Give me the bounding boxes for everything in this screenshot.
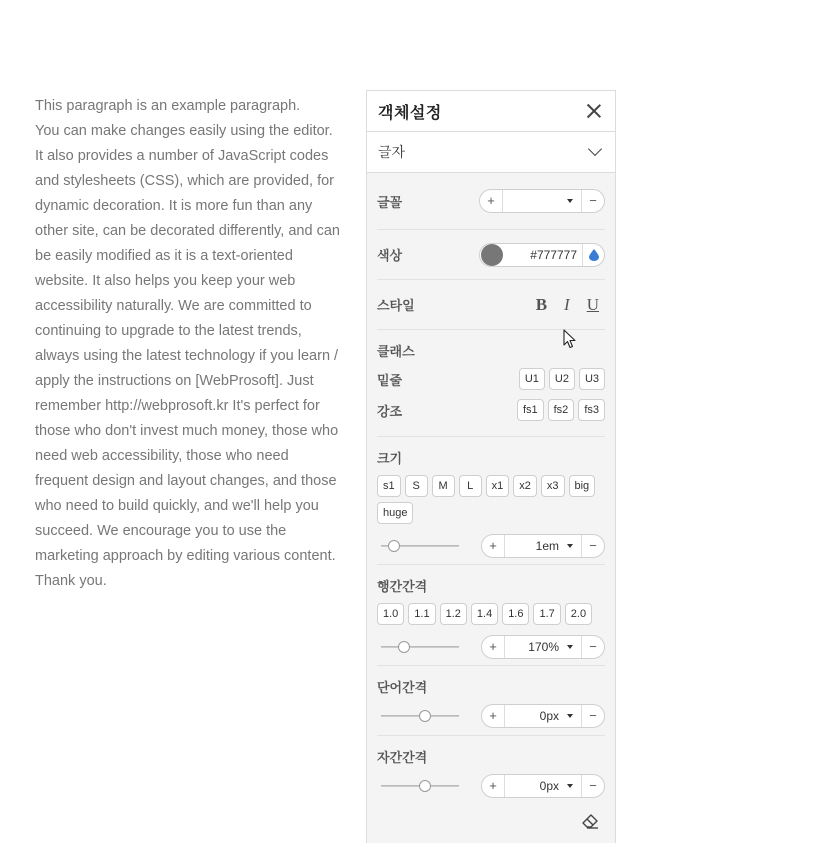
- paragraph-line: apply the instructions on [WebProsoft]. Just: [35, 373, 314, 389]
- caret-down-icon: [567, 784, 573, 788]
- paragraph-line: It also provides a number of JavaScript codes: [35, 148, 329, 164]
- word-spacing-section: [377, 666, 605, 736]
- letter-spacing-section: [377, 736, 605, 806]
- category-select[interactable]: [367, 132, 615, 173]
- size-section: [377, 437, 605, 565]
- paragraph-line: frequent design and layout changes, and those: [35, 473, 337, 489]
- size-chip-s1[interactable]: s1: [377, 475, 401, 497]
- style-section: [377, 280, 605, 330]
- paragraph-line: marketing approach by editing various content.: [35, 548, 336, 564]
- word-spacing-plus-button[interactable]: +: [489, 708, 497, 723]
- paragraph-line: other site, can be decorated differently, and can: [35, 223, 340, 239]
- size-chip-big[interactable]: big: [569, 475, 596, 497]
- paragraph-line: succeed. We encourage you to use the: [35, 523, 287, 539]
- color-control: [479, 243, 605, 267]
- font-select[interactable]: [502, 190, 582, 212]
- line-height-slider[interactable]: [381, 641, 459, 653]
- line-height-chip-1-1[interactable]: 1.1: [408, 603, 435, 625]
- size-control: [481, 534, 605, 558]
- size-chip-x1[interactable]: x1: [486, 475, 510, 497]
- underline-class-chip-u3[interactable]: U3: [579, 368, 605, 390]
- underline-class-options: [515, 368, 605, 390]
- word-spacing-select[interactable]: [504, 705, 582, 727]
- caret-down-icon: [567, 199, 573, 203]
- letter-spacing-slider[interactable]: [381, 780, 459, 792]
- dropper-icon[interactable]: [582, 244, 604, 266]
- paragraph-line: those who don't invest much money, those who: [35, 423, 339, 439]
- line-height-chip-1-0[interactable]: 1.0: [377, 603, 404, 625]
- underline-button[interactable]: U: [586, 294, 599, 314]
- size-label: 크기: [377, 451, 403, 466]
- paragraph-line: who need to build quickly, and we'll help you: [35, 498, 319, 514]
- size-chip-l[interactable]: L: [459, 475, 482, 497]
- paragraph-line: website. It also helps you keep your web: [35, 273, 296, 289]
- size-slider-knob[interactable]: [388, 540, 400, 552]
- emphasis-class-chip-fs1[interactable]: fs1: [517, 399, 544, 421]
- letter-spacing-slider-knob[interactable]: [419, 780, 431, 792]
- italic-button[interactable]: I: [564, 294, 570, 314]
- line-height-chip-1-4[interactable]: 1.4: [471, 603, 498, 625]
- line-height-section: [377, 565, 605, 666]
- caret-down-icon: [567, 645, 573, 649]
- paragraph-line: accessibility naturally. We are committed to: [35, 298, 312, 314]
- size-chip-s[interactable]: S: [405, 475, 428, 497]
- word-spacing-slider[interactable]: [381, 710, 459, 722]
- size-value: 1em: [535, 539, 559, 553]
- word-spacing-label: 단어간격: [377, 680, 428, 695]
- line-height-options: [377, 603, 605, 625]
- font-control: [479, 189, 605, 213]
- eraser-icon[interactable]: [582, 814, 599, 834]
- word-spacing-minus-button[interactable]: −: [589, 708, 597, 723]
- letter-spacing-minus-button[interactable]: −: [589, 778, 597, 793]
- line-height-minus-button[interactable]: −: [589, 639, 597, 654]
- line-height-chip-1-2[interactable]: 1.2: [440, 603, 467, 625]
- paragraph-line: need web accessibility, those who need: [35, 448, 289, 464]
- letter-spacing-label: 자간간격: [377, 750, 428, 765]
- letter-spacing-plus-button[interactable]: +: [489, 778, 497, 793]
- object-settings-panel: [366, 90, 616, 843]
- font-section: [377, 173, 605, 230]
- panel-title: 객체설정: [378, 104, 442, 122]
- size-chip-x2[interactable]: x2: [513, 475, 537, 497]
- class-label: 클래스: [377, 344, 415, 359]
- emphasis-class-chip-fs2[interactable]: fs2: [548, 399, 575, 421]
- line-height-chip-1-7[interactable]: 1.7: [533, 603, 560, 625]
- font-minus-button[interactable]: −: [589, 193, 597, 208]
- paragraph-line: and stylesheets (CSS), which are provided, for: [35, 173, 334, 189]
- paragraph-line: Thank you.: [35, 573, 107, 589]
- paragraph-line: remember http://webprosoft.kr It's perfect for: [35, 398, 320, 414]
- letter-spacing-value: 0px: [539, 779, 559, 793]
- size-options: [377, 475, 605, 524]
- color-label: 색상: [377, 248, 403, 263]
- size-plus-button[interactable]: +: [489, 538, 497, 553]
- paragraph-line: continuing to upgrade to the latest trends,: [35, 323, 302, 339]
- style-label: 스타일: [377, 298, 415, 313]
- underline-class-chip-u1[interactable]: U1: [519, 368, 545, 390]
- line-height-select[interactable]: [504, 636, 582, 658]
- color-section: [377, 230, 605, 280]
- close-icon[interactable]: [585, 102, 603, 120]
- paragraph-line: always using the latest technology if you learn /: [35, 348, 339, 364]
- letter-spacing-select[interactable]: [504, 775, 582, 797]
- font-label: 글꼴: [377, 194, 403, 210]
- size-select[interactable]: [504, 535, 582, 557]
- example-paragraph: [35, 94, 355, 594]
- line-height-value: 170%: [528, 640, 559, 654]
- caret-down-icon: [567, 544, 573, 548]
- word-spacing-slider-knob[interactable]: [419, 710, 431, 722]
- emphasis-class-options: [513, 399, 605, 421]
- letter-spacing-control: [481, 774, 605, 798]
- size-chip-m[interactable]: M: [432, 475, 455, 497]
- font-plus-button[interactable]: +: [487, 193, 495, 208]
- emphasis-class-chip-fs3[interactable]: fs3: [578, 399, 605, 421]
- size-chip-huge[interactable]: huge: [377, 502, 413, 524]
- paragraph-line: This paragraph is an example paragraph.: [35, 98, 301, 114]
- line-height-chip-1-6[interactable]: 1.6: [502, 603, 529, 625]
- size-minus-button[interactable]: −: [589, 538, 597, 553]
- panel-header: [367, 91, 615, 132]
- size-slider[interactable]: [381, 540, 459, 552]
- mouse-cursor-icon: [563, 329, 577, 354]
- category-label: 글자: [378, 144, 406, 160]
- emphasis-class-label: 강조: [377, 403, 403, 419]
- bold-button[interactable]: B: [535, 294, 548, 314]
- color-value[interactable]: #777777: [530, 247, 577, 262]
- paragraph-line: dynamic decoration. It is more fun than any: [35, 198, 313, 214]
- line-height-plus-button[interactable]: +: [489, 639, 497, 654]
- line-height-label: 행간간격: [377, 579, 428, 594]
- underline-class-label: 밑줄: [377, 372, 403, 388]
- color-swatch[interactable]: [481, 244, 503, 266]
- line-height-chip-2-0[interactable]: 2.0: [565, 603, 592, 625]
- line-height-control: [481, 635, 605, 659]
- underline-class-chip-u2[interactable]: U2: [549, 368, 575, 390]
- paragraph-line: You can make changes easily using the editor.: [35, 123, 333, 139]
- caret-down-icon: [567, 714, 573, 718]
- paragraph-line: be easily modified as it is a text-oriented: [35, 248, 293, 264]
- size-chip-x3[interactable]: x3: [541, 475, 565, 497]
- chevron-down-icon: [588, 142, 602, 156]
- line-height-slider-knob[interactable]: [398, 641, 410, 653]
- word-spacing-value: 0px: [539, 709, 559, 723]
- word-spacing-control: [481, 704, 605, 728]
